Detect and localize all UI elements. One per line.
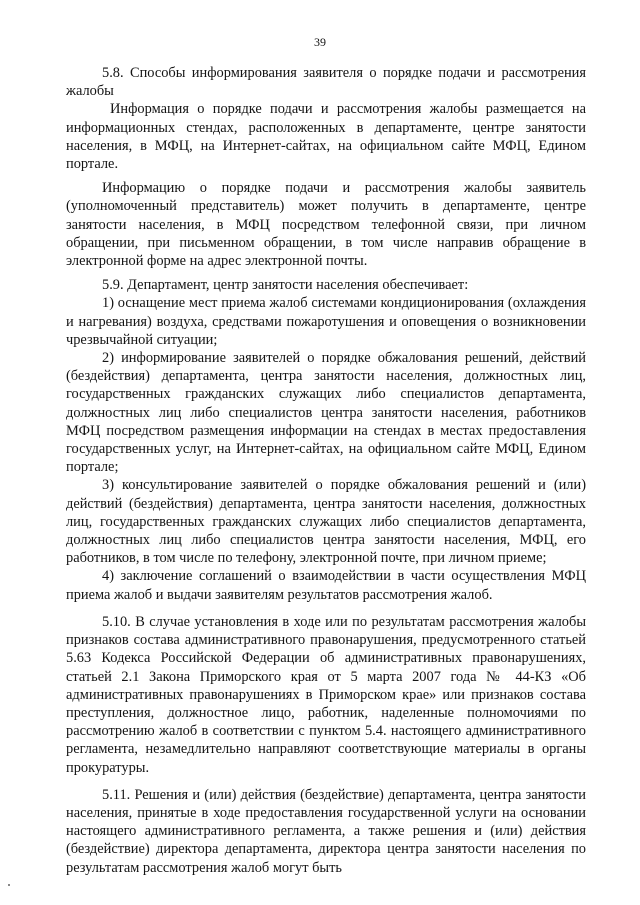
paragraph-info-placement: Информация о порядке подачи и рассмотрения жалобы размещается на информационных стендах, расположенных в департаменте, центре занятости населения, в МФЦ, на Интернет-сайтах, на официальном сайте МФЦ, Едином портале.: [66, 101, 586, 173]
page-number: 39: [314, 35, 326, 49]
document-body: [66, 64, 586, 877]
paragraph-5-9-heading: 5.9. Департамент, центр занятости населения обеспечивает:: [102, 277, 469, 294]
paragraph-info-obtaining: Информацию о порядке подачи и рассмотрения жалобы заявитель (уполномоченный представитель) может получить в департаменте, центре занятости населения, в МФЦ посредством телефонной связи, при личном обращении, при письменном обращении, в том числе направив обращение в электронной форме на адрес электронной почты.: [66, 180, 586, 270]
list-item-2: 2) информирование заявителей о порядке обжалования решений, действий (бездействия) департамента, центра занятости населения, должностных лиц, государственных гражданских служащих либо специалистов департамента, должностных лиц либо специалистов центра занятости населения, работников МФЦ посредством размещения информации на стендах в местах предоставления государственных услуг, на Интернет-сайтах, на официальном сайте МФЦ, Едином портале;: [66, 350, 586, 476]
scan-dot: [8, 884, 10, 886]
list-item-4: 4) заключение соглашений о взаимодействии в части осуществления МФЦ приема жалоб и выдачи заявителям результатов рассмотрения жалоб.: [66, 568, 586, 603]
paragraph-5-8-heading: 5.8. Способы информирования заявителя о порядке подачи и рассмотрения жалобы: [66, 65, 586, 100]
paragraph-5-10: 5.10. В случае установления в ходе или по результатам рассмотрения жалобы признаков состава административного правонарушения, предусмотренного статьей 5.63 Кодекса Российской Федерации об административных правонарушениях, статьей 2.1 Закона Приморского края от 5 марта 2007 года № 44-КЗ «Об административных правонарушениях в Приморском крае» или признаков состава преступления, должностное лицо, работник, наделенные полномочиями по рассмотрению жалоб в соответствии с пунктом 5.4. настоящего административного регламента, незамедлительно направляют соответствующие материалы в органы прокуратуры.: [66, 613, 586, 776]
paragraph-5-11: 5.11. Решения и (или) действия (бездействие) департамента, центра занятости населения, принятые в ходе предоставления государственной услуги на основании настоящего административного регламента, а также решения и (или) действия (бездействие) директора департамента, директора центра занятости населения по результатам рассмотрения жалоб могут быть: [66, 786, 586, 876]
list-item-3: 3) консультирование заявителей о порядке обжалования решений и (или) действий (бездействия) департамента, центра занятости населения, должностных лиц, государственных гражданских служащих либо специалистов департамента, должностных лиц либо специалистов центра занятости населения, МФЦ, его работников, в том числе по телефону, электронной почте, при личном приеме;: [66, 477, 586, 567]
list-item-1: 1) оснащение мест приема жалоб системами кондиционирования (охлаждения и нагревания) воздуха, средствами пожаротушения и оповещения о возникновении чрезвычайной ситуации;: [66, 295, 586, 348]
